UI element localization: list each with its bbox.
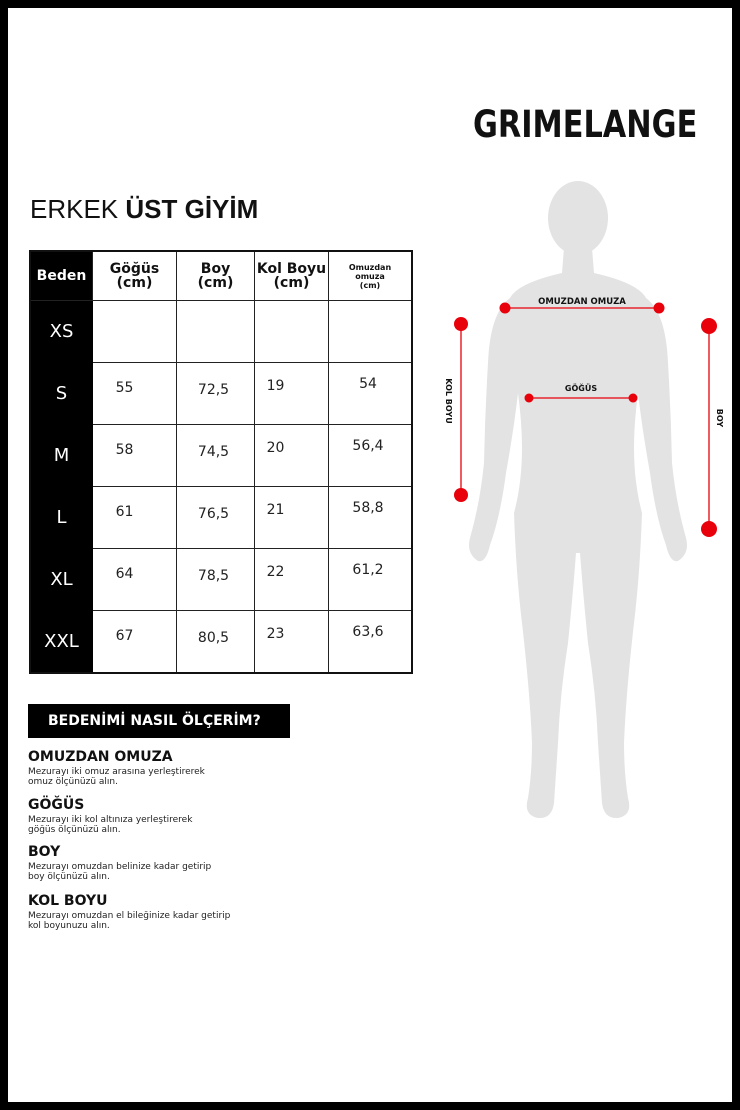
instruction-text: Mezurayı omuzdan belinize kadar getirip boy ölçünüzü alın. bbox=[28, 862, 212, 882]
sleeve-top-dot bbox=[454, 317, 468, 331]
cell-value: 19 bbox=[266, 377, 285, 394]
how-to-measure-banner: BEDENİMİ NASIL ÖLÇERİM? bbox=[28, 704, 290, 738]
cell-gogus bbox=[93, 425, 177, 487]
size-table bbox=[29, 250, 413, 674]
size-label: XXL bbox=[30, 611, 93, 674]
table-header-row bbox=[30, 251, 412, 301]
cell-value: 54 bbox=[359, 375, 377, 392]
instruction-text: Mezurayı omuzdan el bileğinize kadar getirip kol boyunuzu alın. bbox=[28, 911, 231, 931]
header-beden: Beden bbox=[30, 251, 93, 301]
cell-value: 76,5 bbox=[197, 505, 230, 522]
table-row bbox=[30, 301, 412, 363]
shoulder-left-dot bbox=[500, 303, 511, 314]
cell-omuz bbox=[329, 301, 413, 363]
cell-gogus bbox=[93, 301, 177, 363]
cell-value: 55 bbox=[115, 379, 134, 396]
cell-value: 67 bbox=[115, 627, 134, 644]
table-row bbox=[30, 611, 412, 674]
cell-value: 23 bbox=[266, 625, 285, 642]
cell-boy bbox=[177, 301, 255, 363]
cell-value: 80,5 bbox=[197, 629, 230, 646]
cell-boy bbox=[177, 425, 255, 487]
title-light: ERKEK bbox=[30, 194, 119, 224]
cell-value: 58,8 bbox=[352, 499, 384, 516]
cell-kol bbox=[255, 425, 329, 487]
cell-value: 61,2 bbox=[352, 561, 384, 578]
label-chest: GÖĞÜS bbox=[564, 384, 598, 393]
cell-value: 78,5 bbox=[197, 567, 230, 584]
cell-boy bbox=[177, 549, 255, 611]
cell-gogus bbox=[93, 363, 177, 425]
chest-right-dot bbox=[629, 394, 638, 403]
instruction-text: Mezurayı iki kol altınıza yerleştirerek göğüs ölçünüzü alın. bbox=[28, 815, 193, 835]
label-length: BOY bbox=[715, 408, 724, 428]
body-measurement-figure bbox=[428, 173, 728, 843]
cell-value: 22 bbox=[266, 563, 285, 580]
label-sleeve: KOL BOYU bbox=[444, 378, 453, 424]
header-kol-boyu: Kol Boyu (cm) bbox=[255, 251, 329, 301]
size-label: M bbox=[30, 425, 93, 487]
cell-kol bbox=[255, 363, 329, 425]
cell-boy bbox=[177, 363, 255, 425]
cell-value: 21 bbox=[266, 501, 285, 518]
cell-omuz bbox=[329, 549, 413, 611]
instruction-sleeve bbox=[28, 893, 288, 931]
title-bold: ÜST GİYİM bbox=[125, 194, 259, 224]
cell-omuz bbox=[329, 611, 413, 674]
cell-value: 72,5 bbox=[197, 381, 230, 398]
cell-value: 64 bbox=[115, 565, 134, 582]
header-boy: Boy (cm) bbox=[177, 251, 255, 301]
cell-omuz bbox=[329, 487, 413, 549]
cell-omuz bbox=[329, 425, 413, 487]
cell-kol bbox=[255, 611, 329, 674]
shoulder-right-dot bbox=[654, 303, 665, 314]
table-row bbox=[30, 487, 412, 549]
instruction-title: GÖĞÜS bbox=[28, 797, 85, 813]
instruction-title: BOY bbox=[28, 844, 61, 860]
size-label: L bbox=[30, 487, 93, 549]
cell-kol bbox=[255, 487, 329, 549]
male-body-silhouette bbox=[469, 181, 687, 818]
table-row bbox=[30, 363, 412, 425]
header-gogus: Göğüs (cm) bbox=[93, 251, 177, 301]
length-top-dot bbox=[701, 318, 717, 334]
table-row bbox=[30, 549, 412, 611]
chest-left-dot bbox=[525, 394, 534, 403]
cell-boy bbox=[177, 487, 255, 549]
instruction-shoulder bbox=[28, 749, 288, 787]
cell-value: 20 bbox=[266, 439, 285, 456]
cell-omuz bbox=[329, 363, 413, 425]
cell-value: 58 bbox=[115, 441, 134, 458]
size-guide-page bbox=[8, 8, 732, 1102]
size-label: XS bbox=[30, 301, 93, 363]
cell-value: 61 bbox=[115, 503, 134, 520]
cell-gogus bbox=[93, 549, 177, 611]
label-shoulder: OMUZDAN OMUZA bbox=[538, 297, 626, 307]
cell-boy bbox=[177, 611, 255, 674]
cell-value: 74,5 bbox=[197, 443, 230, 460]
page-title bbox=[30, 194, 258, 225]
cell-gogus bbox=[93, 487, 177, 549]
cell-value: 56,4 bbox=[352, 437, 384, 454]
size-label: XL bbox=[30, 549, 93, 611]
instruction-title: KOL BOYU bbox=[28, 893, 108, 909]
instruction-text: Mezurayı iki omuz arasına yerleştirerek omuz ölçünüzü alın. bbox=[28, 767, 205, 787]
header-omuz: Omuzdan omuza (cm) bbox=[329, 251, 413, 301]
cell-kol bbox=[255, 549, 329, 611]
cell-gogus bbox=[93, 611, 177, 674]
cell-value: 63,6 bbox=[352, 623, 384, 640]
instruction-title: OMUZDAN OMUZA bbox=[28, 749, 173, 765]
brand-logo: GRIMELANGE bbox=[473, 103, 698, 146]
table-row bbox=[30, 425, 412, 487]
size-label: S bbox=[30, 363, 93, 425]
length-bottom-dot bbox=[701, 521, 717, 537]
instruction-length bbox=[28, 844, 288, 882]
instruction-chest bbox=[28, 797, 288, 835]
cell-kol bbox=[255, 301, 329, 363]
sleeve-bottom-dot bbox=[454, 488, 468, 502]
